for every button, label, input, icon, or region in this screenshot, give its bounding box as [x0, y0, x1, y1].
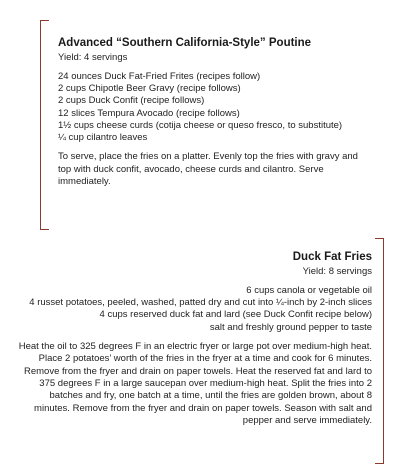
- ingredient-item: 6 cups canola or vegetable oil: [246, 285, 372, 296]
- ingredient-item: 12 slices Tempura Avocado (recipe follows): [58, 107, 240, 119]
- recipe-card-poutine: [58, 36, 358, 188]
- ingredient-item: 24 ounces Duck Fat-Fried Frites (recipes follow): [58, 71, 261, 82]
- ingredient-item: ¼ cup cilantro leaves: [58, 132, 148, 144]
- ingredient-list: [58, 71, 358, 144]
- ingredient-list: [14, 285, 372, 334]
- ingredient-item: 2 cups Chipotle Beer Gravy (recipe follows): [58, 83, 241, 95]
- ingredient-item: 4 russet potatoes, peeled, washed, patted dry and cut into ¼-inch by 2-inch slices: [29, 297, 372, 309]
- recipe-title: Advanced “Southern California-Style” Poutine: [58, 37, 312, 49]
- recipe-yield: Yield: 4 servings: [58, 52, 128, 63]
- ingredient-item: 4 cups reserved duck fat and lard (see Duck Confit recipe below): [99, 309, 372, 321]
- recipe-instructions: Heat the oil to 325 degrees F in an electric fryer or large pot over medium-high heat. Place 2 potatoes’ worth of the fries in the fryer at a time and cook for 6 minutes. Remove from the fryer and drain on paper towels. Heat the reserved fat and lard to 375 degrees F in a large saucepan over medium-high heat. Split the fries into 2 batches and fry, one batch at a time, until the fries are golden brown, about 8 minutes. Remove from the fryer and drain on paper towels. Season with salt and pepper and serve immediately.: [18, 340, 372, 427]
- ingredient-item: 2 cups Duck Confit (recipe follows): [58, 95, 205, 107]
- recipe-title: Duck Fat Fries: [292, 251, 372, 263]
- recipe-one-bracket: [40, 20, 49, 230]
- recipe-card-duck-fat-fries: [14, 250, 372, 428]
- recipe-yield: Yield: 8 servings: [302, 266, 372, 277]
- ingredient-item: 1½ cups cheese curds (cotija cheese or queso fresco, to substitute): [58, 119, 343, 131]
- recipe-instructions: To serve, place the fries on a platter. Evenly top the fries with gravy and top with duck confit, avocado, cheese curds and cilantro. Serve immediately.: [58, 151, 358, 188]
- recipe-two-bracket: [375, 238, 384, 464]
- ingredient-item: salt and freshly ground pepper to taste: [209, 321, 372, 333]
